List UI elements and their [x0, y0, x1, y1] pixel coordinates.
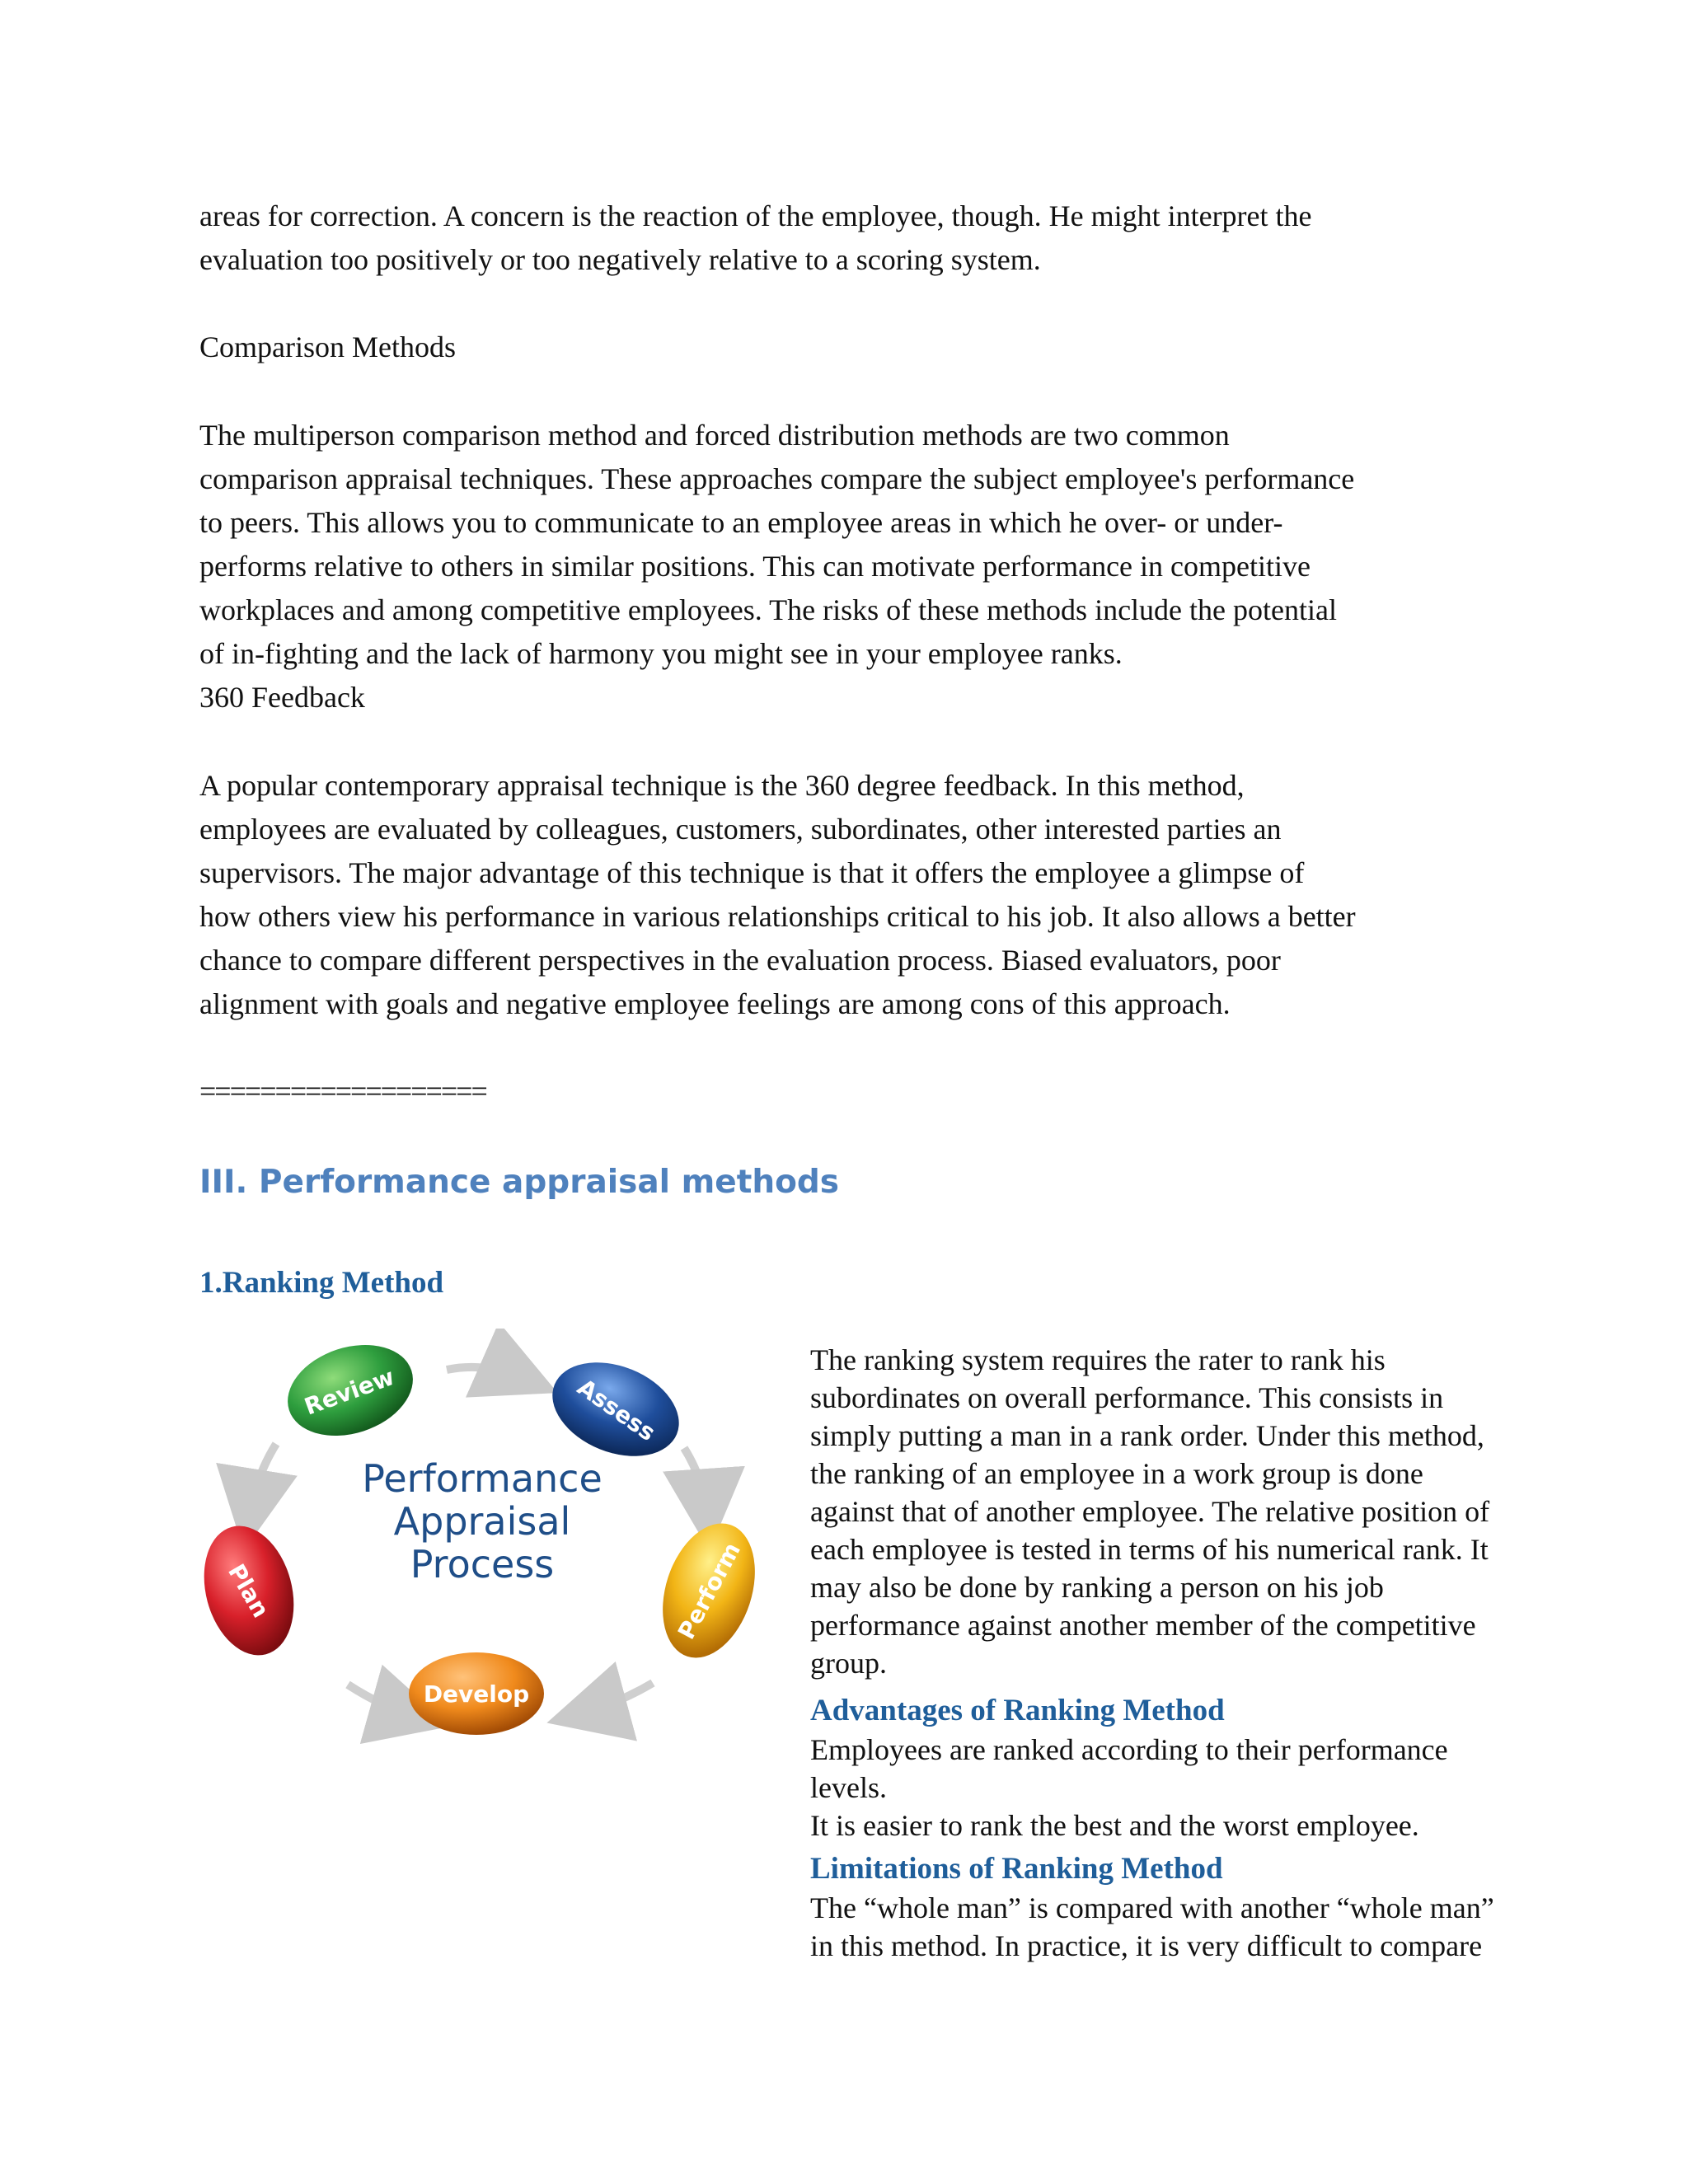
limitations-heading: Limitations of Ranking Method	[810, 1852, 1223, 1886]
text-line: It is easier to rank the best and the worst employee.	[810, 1809, 1419, 1842]
review-label: Review	[300, 1362, 398, 1421]
perform-label: Perform	[672, 1538, 746, 1644]
feedback-paragraph	[199, 764, 1493, 1026]
text-line: The “whole man” is compared with another “whole man”	[810, 1891, 1494, 1924]
section-title: III. Performance appraisal methods	[199, 1164, 840, 1201]
center-title-line: Process	[410, 1542, 555, 1586]
text-line: simply putting a man in a rank order. Under this method,	[810, 1419, 1484, 1452]
text-line: The multiperson comparison method and forced distribution methods are two common	[199, 419, 1230, 452]
advantages-heading: Advantages of Ranking Method	[810, 1694, 1225, 1727]
text-line: employees are evaluated by colleagues, customers, subordinates, other interested parties an	[199, 813, 1282, 846]
cycle-arrow	[684, 1448, 707, 1518]
text-line: performs relative to others in similar positions. This can motivate performance in competitive	[199, 550, 1311, 583]
text-line: A popular contemporary appraisal technique is the 360 degree feedback. In this method,	[199, 769, 1245, 802]
text-line: how others view his performance in various relationships critical to his job. It also allows a better	[199, 900, 1356, 933]
text-line: performance against another member of the competitive	[810, 1609, 1476, 1642]
text-line: against that of another employee. The relative position of	[810, 1495, 1490, 1528]
text-line: The ranking system requires the rater to rank his	[810, 1343, 1386, 1376]
text-line: chance to compare different perspectives in the evaluation process. Biased evaluators, poor	[199, 944, 1281, 977]
cycle-arrow	[249, 1444, 276, 1518]
text-line: supervisors. The major advantage of this technique is that it offers the employee a glimpse of	[199, 856, 1305, 889]
text-line: may also be done by ranking a person on his job	[810, 1571, 1384, 1604]
ranking-paragraph	[810, 1341, 1568, 1682]
cycle-arrow	[579, 1683, 653, 1714]
text-line: subordinates on overall performance. This consists in	[810, 1381, 1444, 1414]
text-line: group.	[810, 1647, 887, 1680]
comparison-paragraph	[199, 414, 1493, 676]
comparison-heading: Comparison Methods	[199, 330, 456, 363]
text-line: levels.	[810, 1771, 887, 1804]
center-title-line: Performance	[362, 1456, 603, 1501]
limitations-paragraph	[810, 1889, 1568, 1965]
text-line: to peers. This allows you to communicate to an employee areas in which he over- or under-	[199, 506, 1283, 539]
text-line: comparison appraisal techniques. These approaches compare the subject employee's performance	[199, 462, 1355, 495]
feedback-heading: 360 Feedback	[199, 681, 365, 714]
text-line: Employees are ranked according to their performance	[810, 1733, 1448, 1766]
intro-paragraph	[199, 194, 1493, 282]
text-line: alignment with goals and negative employee feelings are among cons of this approach.	[199, 987, 1231, 1020]
text-line: each employee is tested in terms of his numerical rank. It	[810, 1533, 1489, 1566]
center-title-line: Appraisal	[393, 1499, 571, 1544]
plan-label: Plan	[223, 1559, 275, 1623]
text-line: workplaces and among competitive employees. The risks of these methods include the potential	[199, 593, 1337, 626]
section-subtitle: 1.Ranking Method	[199, 1266, 444, 1300]
cycle-arrow	[348, 1685, 419, 1718]
cycle-arrow	[447, 1367, 528, 1380]
text-line: areas for correction. A concern is the reaction of the employee, though. He might interpret the	[199, 199, 1312, 232]
develop-label: Develop	[423, 1680, 530, 1708]
text-line: evaluation too positively or too negatively relative to a scoring system.	[199, 243, 1041, 276]
separator-rule: ===================	[199, 1075, 486, 1108]
text-line: the ranking of an employee in a work group is done	[810, 1457, 1423, 1490]
text-line: of in-fighting and the lack of harmony you might see in your employee ranks.	[199, 637, 1123, 670]
advantages-paragraph	[810, 1731, 1568, 1844]
text-line: in this method. In practice, it is very difficult to compare	[810, 1929, 1483, 1962]
appraisal-cycle-figure	[198, 1329, 775, 1757]
assess-label: Assess	[572, 1373, 661, 1447]
